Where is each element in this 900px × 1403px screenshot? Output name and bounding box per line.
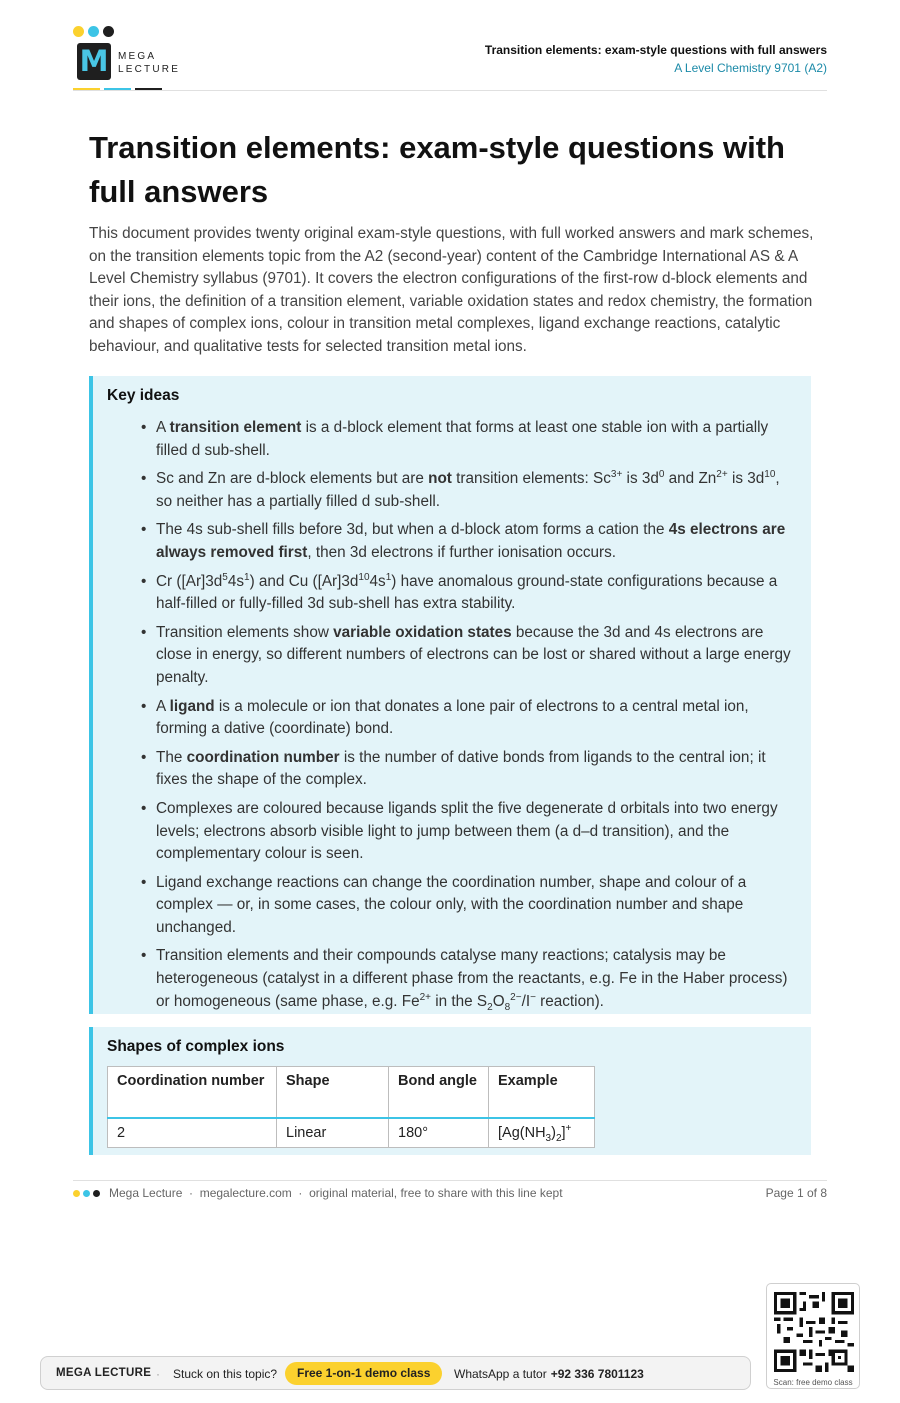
page-number: Page 1 of 8 — [765, 1186, 827, 1200]
shapes-heading: Shapes of complex ions — [107, 1038, 285, 1055]
qr-code[interactable] — [766, 1283, 860, 1389]
shapes-box — [89, 1027, 811, 1155]
footer-text: Mega Lecture · megalecture.com · original material, free to share with this line kept — [109, 1186, 563, 1200]
table-cell: 2 — [108, 1118, 277, 1148]
cyan-dot-icon — [88, 26, 99, 37]
logo-wordmark — [118, 50, 180, 76]
list-item: • Sc and Zn are d-block elements but are not transition elements: $Sc^{3+}$ is $3d^0$ and $Zn^{2+}$ is $3d^{10}$, so neither has a partially filled d sub-shell. — [138, 468, 793, 513]
footer-divider — [73, 1180, 827, 1181]
demo-class-button[interactable]: Free 1-on-1 demo class — [285, 1362, 442, 1385]
yellow-dot-icon — [73, 26, 84, 37]
cta-separator: · — [156, 1367, 160, 1381]
logo-line-2: LECTURE — [118, 64, 181, 75]
list-item: • A ligand is a molecule or ion that donates a lone pair of electrons to a central metal ion, forming a dative (coordinate) bond. — [138, 696, 793, 741]
cyan-dot-icon — [83, 1190, 90, 1197]
header-title: Transition elements: exam-style questions with full answers — [484, 43, 827, 57]
column-header: Example — [489, 1067, 595, 1119]
logo-mark: M — [77, 43, 111, 80]
cta-question: Stuck on this topic? — [173, 1367, 278, 1381]
black-dot-icon — [103, 26, 114, 37]
page-title: Transition elements: exam-style questions with full answers — [89, 130, 785, 209]
key-ideas-list — [138, 417, 793, 1019]
logo-line-1: MEGA — [118, 51, 157, 62]
column-header: Coordination number — [108, 1067, 277, 1119]
key-ideas-heading: Key ideas — [107, 387, 180, 404]
key-ideas-box — [89, 376, 811, 1014]
whatsapp-link[interactable]: WhatsApp a tutor +92 336 7801123 — [454, 1367, 644, 1381]
list-item: • The coordination number is the number of dative bonds from ligands to the central ion; it fixes the shape of the complex. — [138, 747, 793, 792]
header-subtitle: A Level Chemistry 9701 (A2) — [674, 61, 827, 75]
logo-dots — [73, 26, 114, 37]
black-dot-icon — [93, 1190, 100, 1197]
list-item: • The 4s sub-shell fills before 3d, but when a d-block atom forms a cation the 4s electrons are always removed first, then 3d electrons if further ionisation occurs. — [138, 519, 793, 564]
table-row — [108, 1118, 595, 1148]
shapes-table — [107, 1066, 595, 1148]
list-item: • Complexes are coloured because ligands split the five degenerate d orbitals into two energy levels; electrons absorb visible light to jump between them (a d–d transition), and the complementary colour is seen. — [138, 798, 793, 866]
cta-bar — [40, 1356, 751, 1390]
yellow-dot-icon — [73, 1190, 80, 1197]
column-header: Bond angle — [389, 1067, 489, 1119]
list-item: • Ligand exchange reactions can change the coordination number, shape and colour of a complex — or, in some cases, the colour only, with the coordination number and shape unchanged. — [138, 872, 793, 940]
whatsapp-number: +92 336 7801123 — [550, 1367, 644, 1381]
table-cell: 180° — [389, 1118, 489, 1148]
footer-dots — [73, 1190, 100, 1197]
list-item: • Transition elements show variable oxidation states because the 3d and 4s electrons are close in energy, so different numbers of electrons can be lost or shared without a large energy penalty. — [138, 622, 793, 690]
cta-brand: MEGA LECTURE — [56, 1367, 152, 1379]
list-item: • A transition element is a d-block element that forms at least one stable ion with a partially filled d sub-shell. — [138, 417, 793, 462]
table-cell: Linear — [277, 1118, 389, 1148]
qr-code-icon — [774, 1289, 854, 1375]
column-header: Shape — [277, 1067, 389, 1119]
header-divider — [73, 90, 827, 91]
qr-caption: Scan: free demo class — [773, 1378, 853, 1387]
table-cell: $[Ag(NH_3)_2]^+$ — [489, 1118, 595, 1148]
table-header-row — [108, 1067, 595, 1119]
list-item: • Cr $([Ar]3d^54s^1)$ and Cu $([Ar]3d^{10}4s^1)$ have anomalous ground-state configurations because a half-filled or fully-filled 3d sub-shell has extra stability. — [138, 571, 793, 616]
list-item: • Transition elements and their compounds catalyse many reactions; catalysis may be heterogeneous (catalyst in a different phase from the reactants, e.g. Fe in the Haber process) or homogeneous (same phase, e.g. $Fe^{2+}$ in the $S_2O_8^{2-}/I^-$ reaction). — [138, 945, 793, 1013]
intro-paragraph: This document provides twenty original exam-style questions, with full worked answers and mark schemes, on the transition elements topic from the A2 (second-year) content of the Cambridge International AS & A Level Chemistry syllabus (9701). It covers the electron configurations of the first-row d-block elements and their ions, the definition of a transition element, variable oxidation states and redox chemistry, the formation and shapes of complex ions, colour in transition metal complexes, ligand exchange reactions, catalytic behaviour, and qualitative tests for selected transition metal ions. — [89, 225, 814, 355]
